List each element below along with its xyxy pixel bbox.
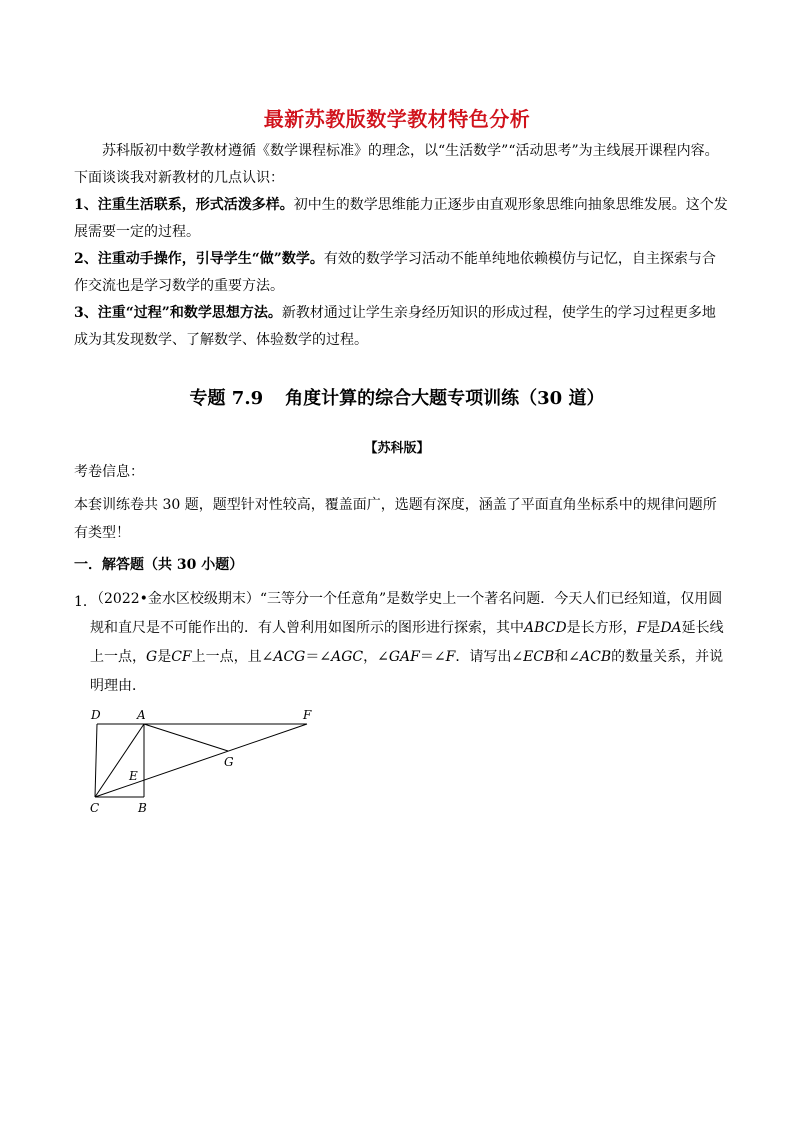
intro-point-3-text: 新教材通过让学生亲身经历知识的形成过程，使学生的学习过程更多地成为其发现数学、了解数学、体验数学的过程。 xyxy=(74,305,716,348)
topic-title: 角度计算的综合大题专项训练（30 道） xyxy=(285,388,605,409)
line-ag xyxy=(144,724,228,751)
label-e: E xyxy=(129,769,138,783)
topic-heading xyxy=(0,384,794,410)
line-dc xyxy=(95,724,97,797)
question-text: （2022•金水区校级期末）“三等分一个任意角”是数学史上一个著名问题．今天人们已经知道，仅用圆规和直尺是不可能作出的．有人曾利用如图所示的图形进行探索，其中ABCD是长方形，F是DA延长线上一点，G是CF上一点，且∠ACG＝∠AGC，∠GAF＝∠F．请写出∠ECB和∠ACB的数量关系，并说明理由． xyxy=(90,591,724,694)
section-title: 一．解答题（共 30 小题） xyxy=(74,557,244,573)
geometry-figure xyxy=(82,704,332,820)
intro-point-1-bold: 1、注重生活联系，形式活泼多样。 xyxy=(74,197,294,213)
intro-point-3 xyxy=(74,300,728,354)
label-g: G xyxy=(224,755,234,769)
intro-point-1 xyxy=(74,192,728,246)
intro-paragraph: 苏科版初中数学教材遵循《数学课程标准》的理念，以“生活数学”“活动思考”为主线展开课程内容。下面谈谈我对新教材的几点认识： xyxy=(74,143,719,186)
exam-info-text: 本套训练卷共 30 题，题型针对性较高，覆盖面广，选题有深度，涵盖了平面直角坐标系中的规律问题所有类型！ xyxy=(74,497,717,541)
label-a: A xyxy=(137,708,146,722)
intro-point-2-bold: 2、注重动手操作，引导学生“做”数学。 xyxy=(74,251,324,267)
line-cf xyxy=(95,724,307,797)
exam-info-label: 考卷信息： xyxy=(74,464,144,480)
line-ca xyxy=(95,724,144,797)
intro-point-2-text: 有效的数学学习活动不能单纯地依赖模仿与记忆，自主探索与合作交流也是学习数学的重要方法。 xyxy=(74,251,716,294)
intro-point-3-bold: 3、注重“过程”和数学思想方法。 xyxy=(74,305,282,321)
label-c: C xyxy=(90,801,100,815)
label-f: F xyxy=(303,708,312,722)
question-number: 1． xyxy=(74,594,97,610)
page-title: 最新苏教版数学教材特色分析 xyxy=(263,107,531,131)
label-d: D xyxy=(91,708,101,722)
intro-point-1-text: 初中生的数学思维能力正逐步由直观形象思维向抽象思维发展。这个发展需要一定的过程。 xyxy=(74,197,728,240)
question-source: （2022•金水区校级期末） xyxy=(90,591,260,607)
edition-label: 【苏科版】 xyxy=(364,441,430,456)
intro-point-2 xyxy=(74,246,728,300)
topic-prefix: 专题 7.9 xyxy=(189,388,264,409)
label-b: B xyxy=(138,801,147,815)
